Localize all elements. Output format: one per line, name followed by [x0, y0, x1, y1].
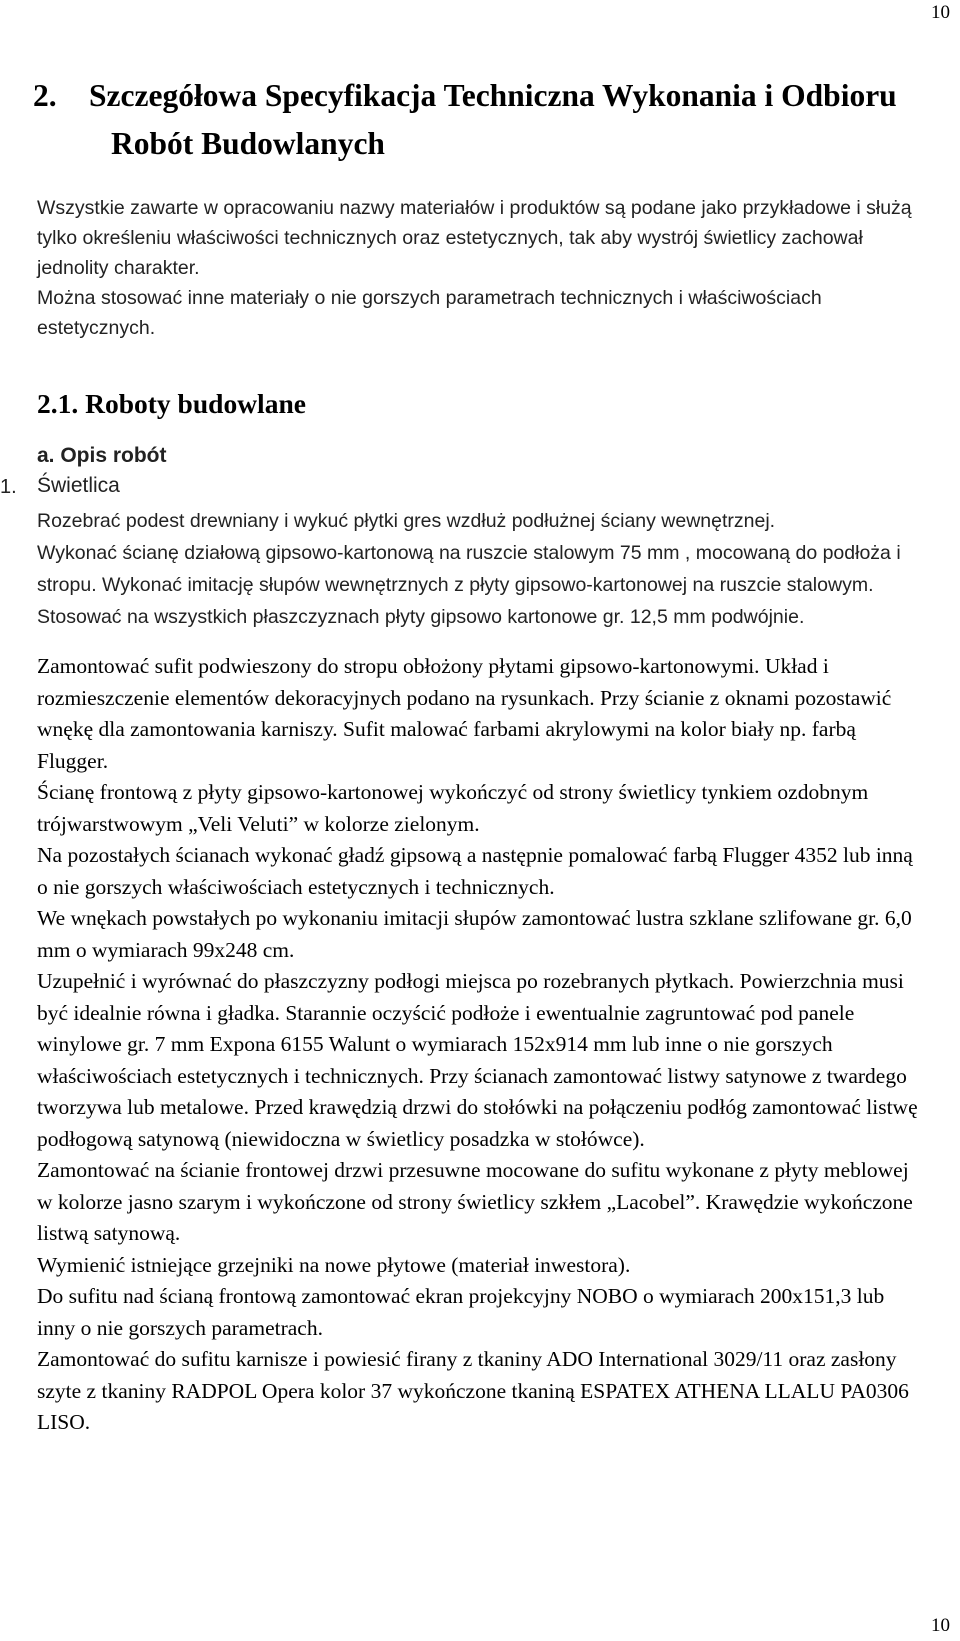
heading-line1: Szczegółowa Specyfikacja Techniczna Wykonania i Odbioru	[89, 78, 897, 113]
heading-number: 2.	[33, 78, 57, 113]
document-heading	[33, 72, 953, 168]
page-number-bottom: 10	[931, 1615, 950, 1636]
body-paragraph: Wykonać ścianę działową gipsowo-kartonową na ruszcie stalowym 75 mm , mocowaną do podłoża i stropu. Wykonać imitację słupów wewnętrznych z płyty gipsowo-kartonowej na ruszcie stalowym. Stosować na wszystkich płaszczyznach płyty gipsowo kartonowe gr. 12,5 mm podwójnie.	[37, 542, 901, 628]
body-paragraph: We wnękach powstałych po wykonaniu imitacji słupów zamontować lustra szklane szlifowane gr. 6,0 mm o wymiarach 99x248 cm.	[37, 906, 912, 962]
subheading: a. Opis robót	[37, 444, 167, 467]
body-paragraph: Na pozostałych ścianach wykonać gładź gipsową a następnie pomalować farbą Flugger 4352 lub inną o nie gorszych właściwościach estetycznych i technicznych.	[37, 843, 913, 899]
page-number-top: 10	[931, 2, 950, 23]
list-title: Świetlica	[37, 474, 120, 497]
body-paragraph: Zamontować do sufitu karnisze i powiesić firany z tkaniny ADO International 3029/11 oraz zasłony szyte z tkaniny RADPOL Opera kolor 37 wykończone tkaniną ESPATEX ATHENA LLALU PA0306 LISO.	[37, 1347, 909, 1434]
intro-paragraph: Można stosować inne materiały o nie gorszych parametrach technicznych i właściwościach estetycznych.	[37, 287, 822, 339]
intro-paragraph: Wszystkie zawarte w opracowaniu nazwy materiałów i produktów są podane jako przykładowe i służą tylko określeniu właściwości technicznych oraz estetycznych, tak aby wystrój świetlicy zachował jednolity charakter.	[37, 197, 912, 279]
heading-line2: Robót Budowlanych	[111, 126, 385, 161]
list-number: 1.	[0, 476, 17, 498]
body-paragraph: Ścianę frontową z płyty gipsowo-kartonowej wykończyć od strony świetlicy tynkiem ozdobnym trójwarstwowym „Veli Veluti” w kolorze zielonym.	[37, 780, 869, 836]
body-paragraph: Do sufitu nad ścianą frontową zamontować ekran projekcyjny NOBO o wymiarach 200x151,3 lub inny o nie gorszych parametrach.	[37, 1284, 885, 1340]
body-serif-block	[37, 651, 922, 1439]
body-paragraph: Zamontować sufit podwieszony do stropu obłożony płytami gipsowo-kartonowymi. Układ i rozmieszczenie elementów dekoracyjnych podano na rysunkach. Przy ścianie z oknami pozostawić wnękę dla zamontowania karniszy. Sufit malować farbami akrylowymi na kolor biały np. farbą Flugger.	[37, 654, 892, 773]
body-sans-block	[37, 505, 922, 633]
body-paragraph: Rozebrać podest drewniany i wykuć płytki gres wzdłuż podłużnej ściany wewnętrznej.	[37, 510, 776, 532]
body-paragraph: Wymienić istniejące grzejniki na nowe płytowe (materiał inwestora).	[37, 1252, 631, 1277]
intro-text	[37, 193, 917, 343]
section-heading: 2.1. Roboty budowlane	[37, 388, 306, 419]
body-paragraph: Uzupełnić i wyrównać do płaszczyzny podłogi miejsca po rozebranych płytkach. Powierzchnia musi być idealnie równa i gładka. Starannie oczyścić podłoże i ewentualnie zagruntować pod panele winylowe gr. 7 mm Expona 6155 Walunt o wymiarach 152x914 mm lub inne o nie gorszych właściwościach estetycznych i technicznych. Przy ścianach zamontować listwy satynowe z twardego tworzywa lub metalowe. Przed krawędzią drzwi do stołówki na połączeniu podłóg zamontować listwę podłogową satynową (niewidoczna w świetlicy posadzka w stołówce).	[37, 969, 918, 1151]
body-paragraph: Zamontować na ścianie frontowej drzwi przesuwne mocowane do sufitu wykonane z płyty meblowej w kolorze jasno szarym i wykończone od strony świetlicy szkłem „Lacobel”. Krawędzie wykończone listwą satynową.	[37, 1158, 913, 1245]
